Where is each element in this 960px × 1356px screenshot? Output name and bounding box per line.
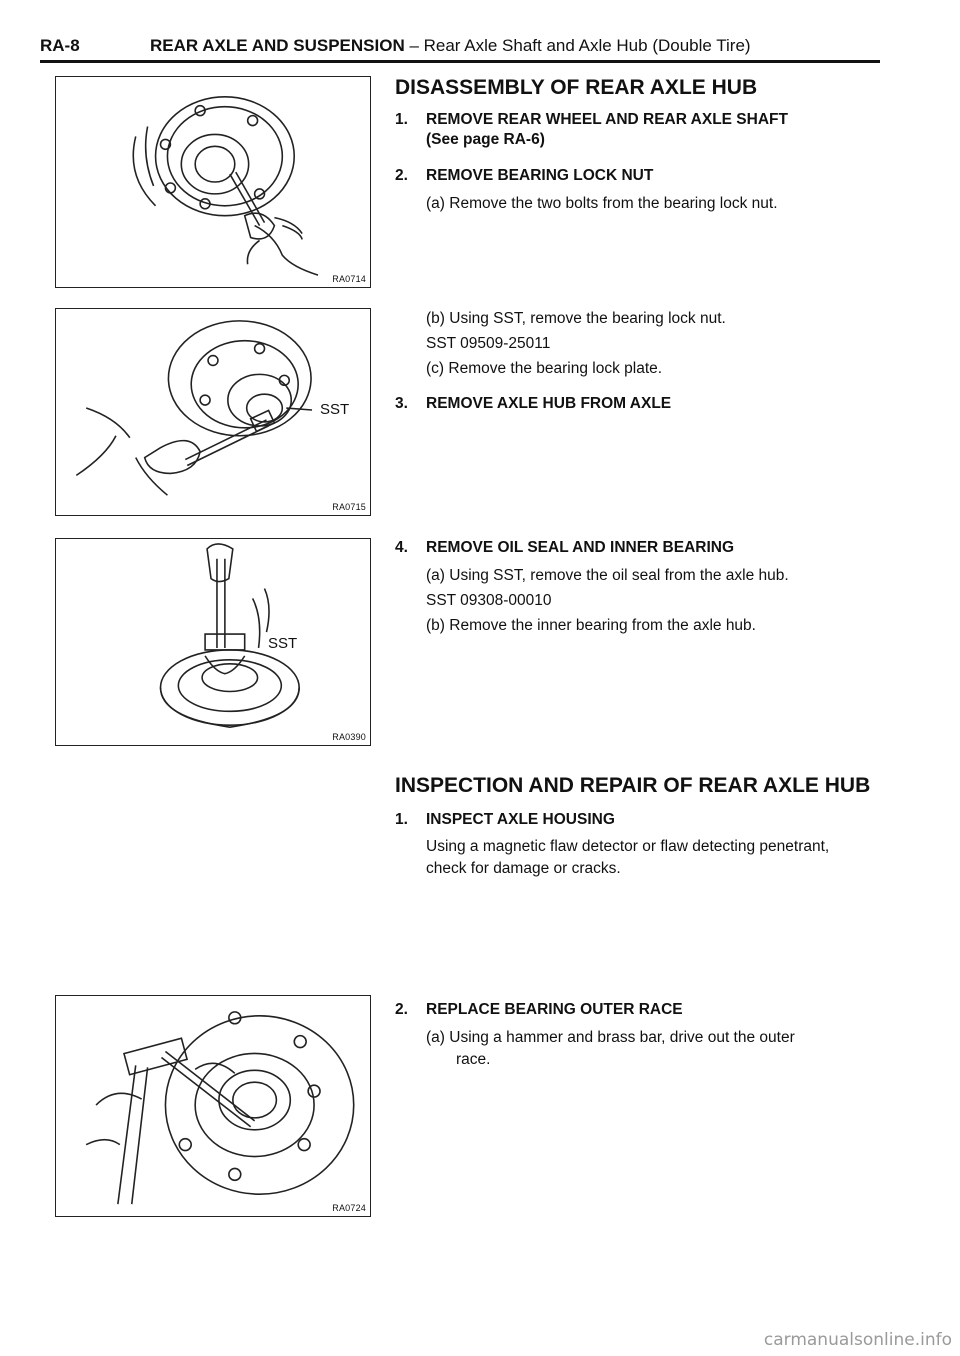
step-number: 2. (395, 1001, 408, 1018)
step-2a-line-2: race. (456, 1051, 491, 1068)
figure-remove-lock-nut (55, 308, 371, 516)
figure-code: RA0714 (332, 274, 366, 284)
figure-code: RA0715 (332, 502, 366, 512)
step-label: INSPECT AXLE HOUSING (426, 811, 615, 828)
step-label: REMOVE AXLE HUB FROM AXLE (426, 395, 672, 412)
step-reference: (See page RA-6) (426, 131, 545, 148)
step-label: REMOVE BEARING LOCK NUT (426, 167, 654, 184)
watermark: carmanualsonline.info (763, 1330, 952, 1350)
text-column (395, 0, 895, 1356)
step-2c: (c) Remove the bearing lock plate. (426, 360, 663, 377)
inspect-text-line-2: check for damage or cracks. (426, 860, 621, 877)
inspect-text-line-1: Using a magnetic flaw detector or flaw detecting penetrant, (426, 838, 830, 855)
step-4a: (a) Using SST, remove the oil seal from the axle hub. (426, 567, 789, 584)
step-number: 2. (395, 167, 408, 184)
figure-code: RA0724 (332, 1203, 366, 1213)
figure-remove-oil-seal (55, 538, 371, 746)
sst-label: SST (320, 401, 350, 418)
heading-disassembly: DISASSEMBLY OF REAR AXLE HUB (395, 76, 758, 99)
step-2a-line-1: (a) Using a hammer and brass bar, drive out the outer (426, 1029, 795, 1046)
sst-number: SST 09308-00010 (426, 592, 552, 609)
sst-number: SST 09509-25011 (426, 335, 551, 352)
illustration-hammer-brass-bar (56, 996, 370, 1216)
section-name: REAR AXLE AND SUSPENSION (150, 36, 405, 55)
illustration-oil-seal-sst (56, 539, 370, 745)
step-number: 4. (395, 539, 408, 556)
step-label: REPLACE BEARING OUTER RACE (426, 1001, 683, 1018)
step-2a: (a) Remove the two bolts from the bearing lock nut. (426, 195, 778, 212)
page-code: RA-8 (40, 36, 80, 55)
step-2b: (b) Using SST, remove the bearing lock nut. (426, 310, 726, 327)
step-4b: (b) Remove the inner bearing from the axle hub. (426, 617, 756, 634)
sst-label: SST (268, 635, 298, 652)
step-label: REMOVE OIL SEAL AND INNER BEARING (426, 539, 735, 556)
figure-remove-bolts (55, 76, 371, 288)
step-number: 1. (395, 111, 408, 128)
figure-code: RA0390 (332, 732, 366, 742)
heading-inspection: INSPECTION AND REPAIR OF REAR AXLE HUB (395, 774, 871, 797)
figure-drive-outer-race (55, 995, 371, 1217)
section-subtitle: – Rear Axle Shaft and Axle Hub (Double Tire) (404, 36, 751, 55)
step-number: 3. (395, 395, 408, 412)
step-number: 1. (395, 811, 408, 828)
illustration-hub-bolts (56, 77, 370, 287)
step-label: REMOVE REAR WHEEL AND REAR AXLE SHAFT (426, 111, 788, 128)
